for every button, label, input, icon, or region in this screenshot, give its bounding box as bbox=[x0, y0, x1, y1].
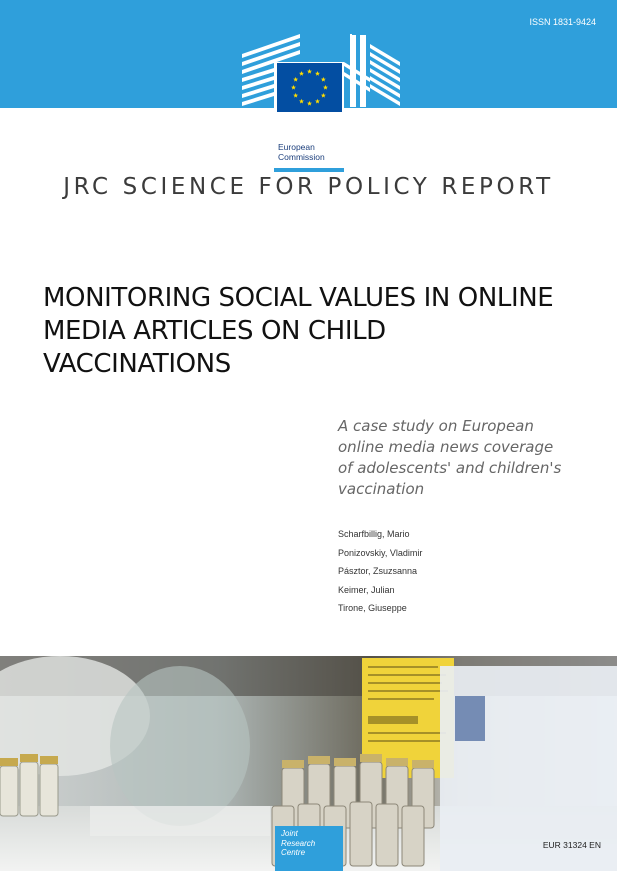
author-list bbox=[338, 528, 422, 621]
flag-star bbox=[293, 93, 298, 98]
flag-star bbox=[323, 85, 328, 90]
flag-star bbox=[315, 99, 320, 104]
flag-star bbox=[321, 93, 326, 98]
flag-star bbox=[299, 99, 304, 104]
jrc-badge-line: Centre bbox=[281, 848, 306, 857]
report-title bbox=[43, 282, 583, 381]
subtitle-line: of adolescents' and children's bbox=[338, 459, 562, 477]
author-name: Tirone, Giuseppe bbox=[338, 603, 407, 614]
flag-star bbox=[293, 77, 298, 82]
flag-star bbox=[321, 77, 326, 82]
subtitle-line: vaccination bbox=[338, 480, 425, 498]
jrc-badge-line: Research bbox=[281, 838, 316, 848]
title-line: VACCINATIONS bbox=[43, 349, 231, 379]
flag-star bbox=[299, 71, 304, 76]
author-name: Keimer, Julian bbox=[338, 584, 395, 595]
european-commission-logo bbox=[240, 32, 402, 162]
logo-text-line1: European bbox=[278, 142, 315, 152]
series-title: JRC SCIENCE FOR POLICY REPORT bbox=[63, 174, 554, 200]
author-name: Scharfbillig, Mario bbox=[338, 529, 410, 539]
jrc-badge-line: Joint bbox=[281, 829, 298, 838]
logo-panel bbox=[274, 62, 344, 172]
flag-star bbox=[307, 69, 312, 74]
flag-star bbox=[307, 101, 312, 106]
author-name: Pásztor, Zsuzsanna bbox=[338, 566, 418, 577]
report-number: EUR 31324 EN bbox=[542, 840, 601, 850]
subtitle-line: online media news coverage bbox=[338, 438, 554, 456]
jrc-badge-text bbox=[281, 829, 315, 858]
logo-underline bbox=[274, 168, 344, 172]
logo-text bbox=[278, 142, 325, 162]
jrc-badge bbox=[275, 826, 343, 871]
flag-star bbox=[291, 85, 296, 90]
logo-text-line2: Commission bbox=[278, 152, 325, 162]
author-name: Ponizovskiy, Vladimir bbox=[338, 547, 423, 558]
title-line: MEDIA ARTICLES ON CHILD bbox=[43, 316, 386, 346]
eu-flag-icon bbox=[277, 63, 342, 112]
report-subtitle bbox=[338, 416, 578, 500]
subtitle-line: A case study on European bbox=[338, 417, 534, 435]
title-line: MONITORING SOCIAL VALUES IN ONLINE bbox=[43, 283, 554, 313]
issn-number: ISSN 1831-9424 bbox=[529, 17, 596, 27]
flag-star bbox=[315, 71, 320, 76]
